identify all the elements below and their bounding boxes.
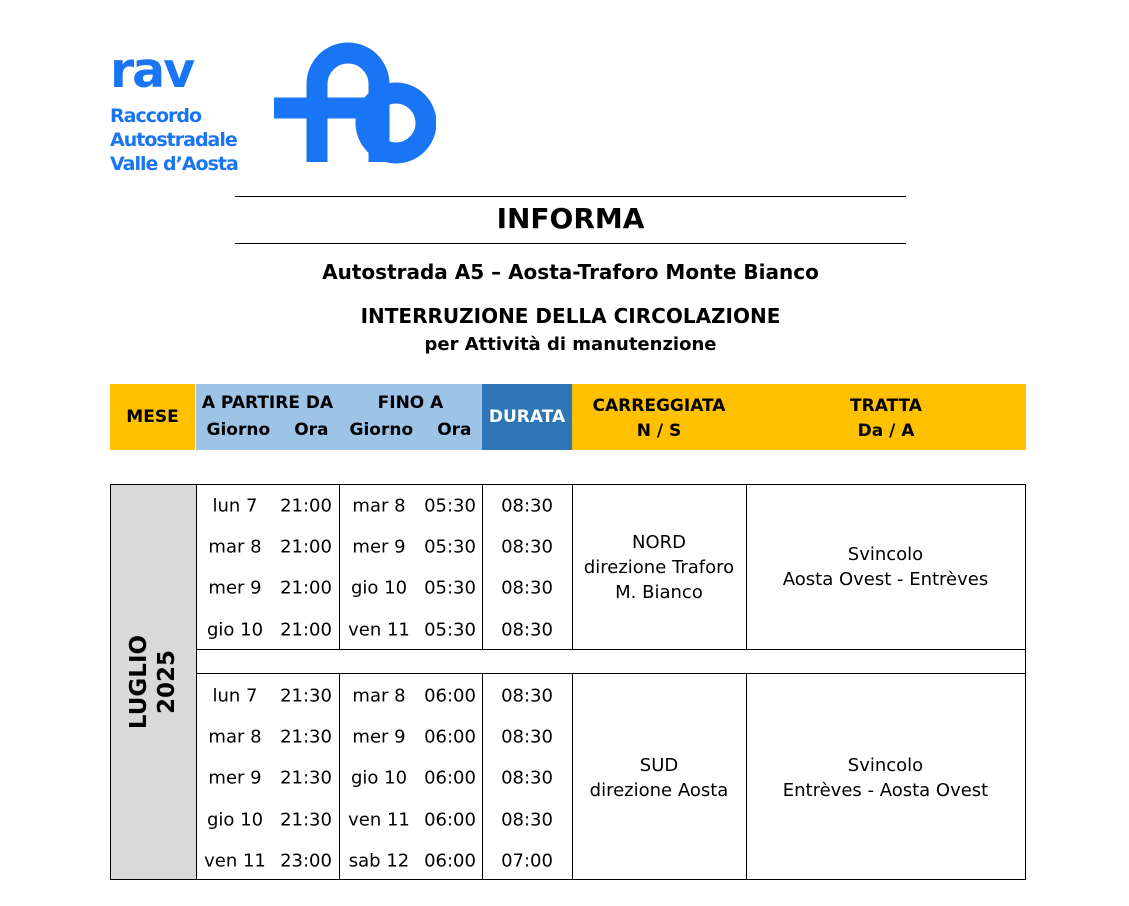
header-fino: FINO A Giorno Ora: [339, 384, 482, 450]
from-time-cell: 21:00: [280, 619, 332, 641]
to-time-cell: 05:30: [424, 577, 476, 599]
to-time-cell: 06:00: [424, 685, 476, 707]
from-day-cell: mer 9: [208, 577, 262, 599]
logo-name: rav: [110, 42, 194, 99]
header-mese: MESE: [110, 384, 195, 450]
notice-reason: per Attività di manutenzione: [424, 334, 717, 355]
logo-line-2: Autostradale: [110, 129, 237, 151]
to-time-cell: 06:00: [424, 850, 476, 872]
from-day-cell: mer 9: [208, 767, 262, 789]
tratta-nord: Svincolo Aosta Ovest - Entrèves: [782, 544, 989, 590]
grid-line: [196, 673, 1025, 674]
duration-cell: 08:30: [501, 536, 553, 558]
to-time-cell: 05:30: [424, 495, 476, 517]
grid-line: [482, 485, 483, 649]
grid-line: [196, 485, 197, 879]
duration-cell: 07:00: [501, 850, 553, 872]
grid-line: [196, 649, 1025, 650]
from-day-cell: lun 7: [212, 495, 258, 517]
duration-cell: 08:30: [501, 767, 553, 789]
top-rule: [235, 196, 906, 197]
page-title: INFORMA: [496, 202, 645, 235]
road-title: Autostrada A5 – Aosta-Traforo Monte Bianco: [322, 260, 819, 284]
grid-line: [339, 673, 340, 879]
tratta-sud: Svincolo Entrèves - Aosta Ovest: [782, 755, 989, 801]
to-day-cell: ven 11: [348, 619, 410, 641]
duration-cell: 08:30: [501, 809, 553, 831]
duration-cell: 08:30: [501, 619, 553, 641]
from-day-cell: mar 8: [208, 536, 262, 558]
from-time-cell: 21:00: [280, 536, 332, 558]
from-day-cell: gio 10: [206, 809, 264, 831]
from-time-cell: 21:30: [280, 685, 332, 707]
to-day-cell: mar 8: [352, 685, 406, 707]
header-durata: DURATA: [482, 384, 572, 450]
to-day-cell: mer 9: [352, 536, 406, 558]
to-time-cell: 05:30: [424, 536, 476, 558]
duration-cell: 08:30: [501, 495, 553, 517]
grid-line: [482, 673, 483, 879]
carreggiata-sud: SUD direzione Aosta: [589, 755, 729, 801]
from-day-cell: gio 10: [206, 619, 264, 641]
rav-mark-icon: [272, 38, 436, 164]
to-day-cell: gio 10: [350, 767, 408, 789]
carreggiata-nord: NORD direzione Traforo M. Bianco: [583, 532, 735, 603]
header-tratta: TRATTA Da / A: [746, 384, 1026, 450]
from-day-cell: ven 11: [204, 850, 266, 872]
to-day-cell: sab 12: [348, 850, 410, 872]
bottom-rule: [235, 243, 906, 244]
duration-cell: 08:30: [501, 577, 553, 599]
to-time-cell: 06:00: [424, 726, 476, 748]
duration-cell: 08:30: [501, 726, 553, 748]
from-day-cell: mar 8: [208, 726, 262, 748]
month-year: 2025: [154, 650, 180, 715]
from-time-cell: 21:00: [280, 495, 332, 517]
from-time-cell: 21:30: [280, 726, 332, 748]
to-time-cell: 05:30: [424, 619, 476, 641]
from-time-cell: 21:30: [280, 809, 332, 831]
to-day-cell: mer 9: [352, 726, 406, 748]
from-time-cell: 21:30: [280, 767, 332, 789]
rav-logo: [110, 42, 238, 176]
notice-title: INTERRUZIONE DELLA CIRCOLAZIONE: [360, 304, 781, 328]
header-partire: A PARTIRE DA Giorno Ora: [196, 384, 339, 450]
to-day-cell: ven 11: [348, 809, 410, 831]
to-time-cell: 06:00: [424, 767, 476, 789]
to-day-cell: mar 8: [352, 495, 406, 517]
month-name: LUGLIO: [126, 634, 152, 730]
month-cell: [111, 485, 196, 879]
from-time-cell: 23:00: [280, 850, 332, 872]
header-carreggiata: CARREGGIATA N / S: [572, 384, 746, 450]
duration-cell: 08:30: [501, 685, 553, 707]
logo-line-1: Raccordo: [110, 105, 202, 127]
to-day-cell: gio 10: [350, 577, 408, 599]
from-time-cell: 21:00: [280, 577, 332, 599]
to-time-cell: 06:00: [424, 809, 476, 831]
schedule-table: [110, 484, 1026, 880]
grid-line: [339, 485, 340, 649]
logo-line-3: Valle d’Aosta: [110, 153, 238, 175]
from-day-cell: lun 7: [212, 685, 258, 707]
